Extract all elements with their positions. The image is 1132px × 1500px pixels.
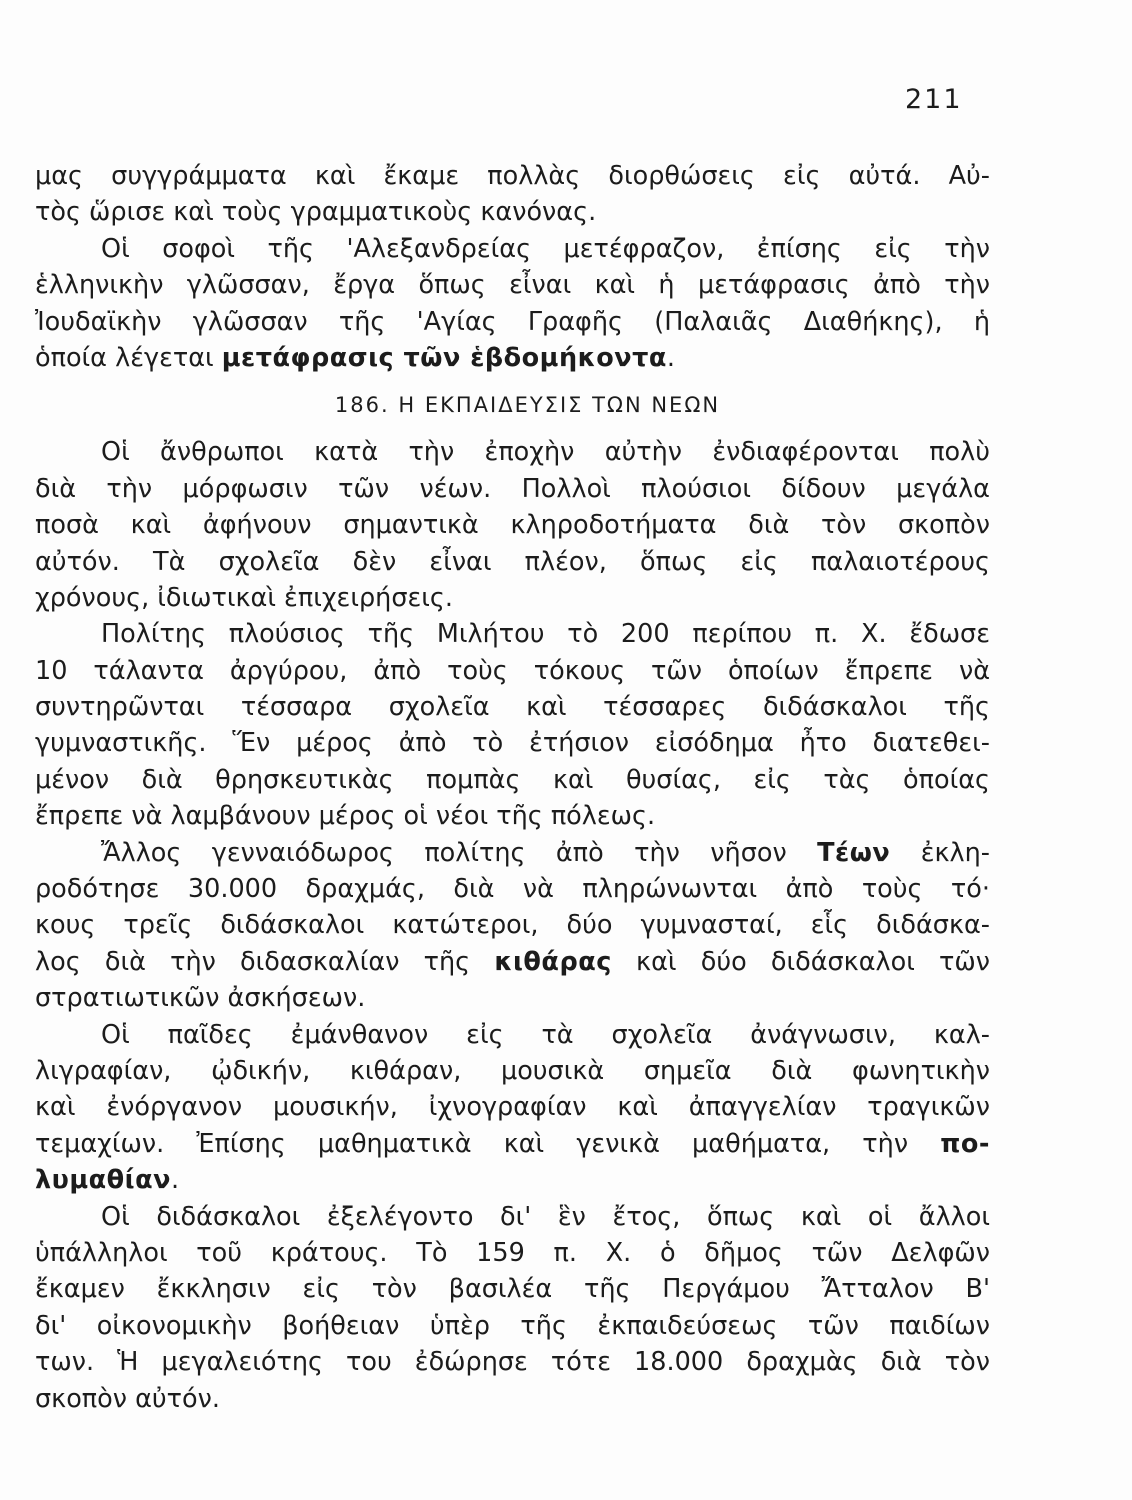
text-line: τὸς ὥρισε καὶ τοὺς γραμματικοὺς κανόνας.	[35, 197, 597, 228]
text-line: 10 τάλαντα ἀργύρου, ἀπὸ τοὺς τόκους τῶν ὁποίων ἔπρεπε νὰ	[35, 655, 990, 686]
text-line: σκοπὸν αὐτόν.	[35, 1383, 220, 1414]
text-line: Οἱ παῖδες ἐμάνθανον εἰς τὰ σχολεῖα ἀνάγνωσιν, καλ-	[101, 1019, 990, 1050]
text-line: μας συγγράμματα καὶ ἔκαμε πολλὰς διορθώσεις εἰς αὐτά. Αὐ-	[35, 161, 990, 191]
text-line	[35, 1126, 990, 1162]
text-line: ροδότησε 30.000 δραχμάς, διὰ νὰ πληρώνωνται ἀπὸ τοὺς τό·	[35, 874, 990, 905]
text-span: λος διὰ τὴν διδασκαλίαν τῆς	[35, 946, 471, 977]
text-line	[35, 340, 990, 376]
text-line: ἔπρεπε νὰ λαμβάνουν μέρος οἱ νέοι τῆς πόλεως.	[35, 801, 656, 832]
text-line: ἔκαμεν ἔκκλησιν εἰς τὸν βασιλέα τῆς Περγάμου Ἄτταλον Β'	[35, 1274, 990, 1305]
text-line: αὐτόν. Τὰ σχολεῖα δὲν εἶναι πλέον, ὅπως εἰς παλαιοτέρους	[35, 546, 990, 577]
text-line: ἑλληνικὴν γλῶσσαν, ἔργα ὅπως εἶναι καὶ ἡ μετάφρασις ἀπὸ τὴν	[35, 270, 990, 301]
text-line: καὶ ἐνόργανον μουσικήν, ἰχνογραφίαν καὶ ἀπαγγελίαν τραγικῶν	[35, 1092, 990, 1123]
text-line: χρόνους, ἰδιωτικαὶ ἐπιχειρήσεις.	[35, 582, 453, 613]
page-number: 211	[905, 84, 963, 115]
text-line: Οἱ ἄνθρωποι κατὰ τὴν ἐποχὴν αὐτὴν ἐνδιαφέρονται πολὺ	[101, 437, 990, 468]
bold-term: πο-	[940, 1128, 990, 1159]
text-line: διὰ τὴν μόρφωσιν τῶν νέων. Πολλοὶ πλούσιοι δίδουν μεγάλα	[35, 473, 990, 504]
text-line: δι' οἰκονομικὴν βοήθειαν ὑπὲρ τῆς ἐκπαιδεύσεως τῶν παιδίων	[35, 1310, 990, 1341]
bold-term: κιθάρας	[494, 946, 612, 977]
text-line: ὑπάλληλοι τοῦ κράτους. Τὸ 159 π. Χ. ὁ δῆμος τῶν Δελφῶν	[35, 1237, 990, 1268]
text-span: .	[666, 342, 676, 373]
bold-term: Τέων	[817, 837, 891, 868]
text-line: Ἰουδαϊκὴν γλῶσσαν τῆς 'Αγίας Γραφῆς (Παλαιᾶς Διαθήκης), ἡ	[35, 306, 990, 337]
text-line: Πολίτης πλούσιος τῆς Μιλήτου τὸ 200 περίπου π. Χ. ἔδωσε	[101, 619, 990, 650]
text-line: λιγραφίαν, ᾠδικήν, κιθάραν, μουσικὰ σημεῖα διὰ φωνητικὴν	[35, 1055, 990, 1086]
body-text	[35, 158, 990, 1417]
text-line	[35, 944, 990, 980]
text-span: τεμαχίων. Ἐπίσης μαθηματικὰ καὶ γενικὰ μαθήματα, τὴν	[35, 1128, 909, 1159]
text-line: στρατιωτικῶν ἀσκήσεων.	[35, 983, 366, 1014]
text-span: .	[170, 1165, 180, 1196]
text-span: καὶ δύο διδάσκαλοι τῶν	[636, 946, 990, 977]
bold-term: μετάφρασις τῶν ἑβδομήκοντα	[221, 342, 667, 373]
text-line: Οἱ διδάσκαλοι ἐξελέγοντο δι' ἓν ἔτος, ὅπως καὶ οἱ ἄλλοι	[101, 1201, 990, 1232]
text-line: Οἱ σοφοὶ τῆς 'Αλεξανδρείας μετέφραζον, ἐπίσης εἰς τὴν	[101, 233, 990, 264]
text-line: συντηρῶνται τέσσαρα σχολεῖα καὶ τέσσαρες διδάσκαλοι τῆς	[35, 692, 990, 723]
text-span: ὁποία λέγεται	[35, 342, 214, 373]
section-heading: 186. Η ΕΚΠΑΙΔΕΥΣΙΣ ΤΩΝ ΝΕΩΝ	[334, 393, 721, 418]
text-line: γυμναστικῆς. Ἕν μέρος ἀπὸ τὸ ἐτήσιον εἰσόδημα ἦτο διατεθει-	[35, 728, 990, 759]
text-span: ἐκλη-	[920, 837, 990, 868]
text-line	[35, 1162, 990, 1198]
text-line: μένον διὰ θρησκευτικὰς πομπὰς καὶ θυσίας, εἰς τὰς ὁποίας	[35, 764, 990, 795]
text-span: Ἄλλος γενναιόδωρος πολίτης ἀπὸ τὴν νῆσον	[101, 837, 787, 868]
text-line: των. Ἡ μεγαλειότης του ἐδώρησε τότε 18.000 δραχμὰς διὰ τὸν	[35, 1347, 990, 1378]
text-line: κους τρεῖς διδάσκαλοι κατώτεροι, δύο γυμνασταί, εἷς διδάσκα-	[35, 910, 990, 941]
text-line	[35, 835, 990, 871]
text-line: ποσὰ καὶ ἀφήνουν σημαντικὰ κληροδοτήματα διὰ τὸν σκοπὸν	[35, 510, 990, 541]
bold-term: λυμαθίαν	[35, 1165, 171, 1196]
